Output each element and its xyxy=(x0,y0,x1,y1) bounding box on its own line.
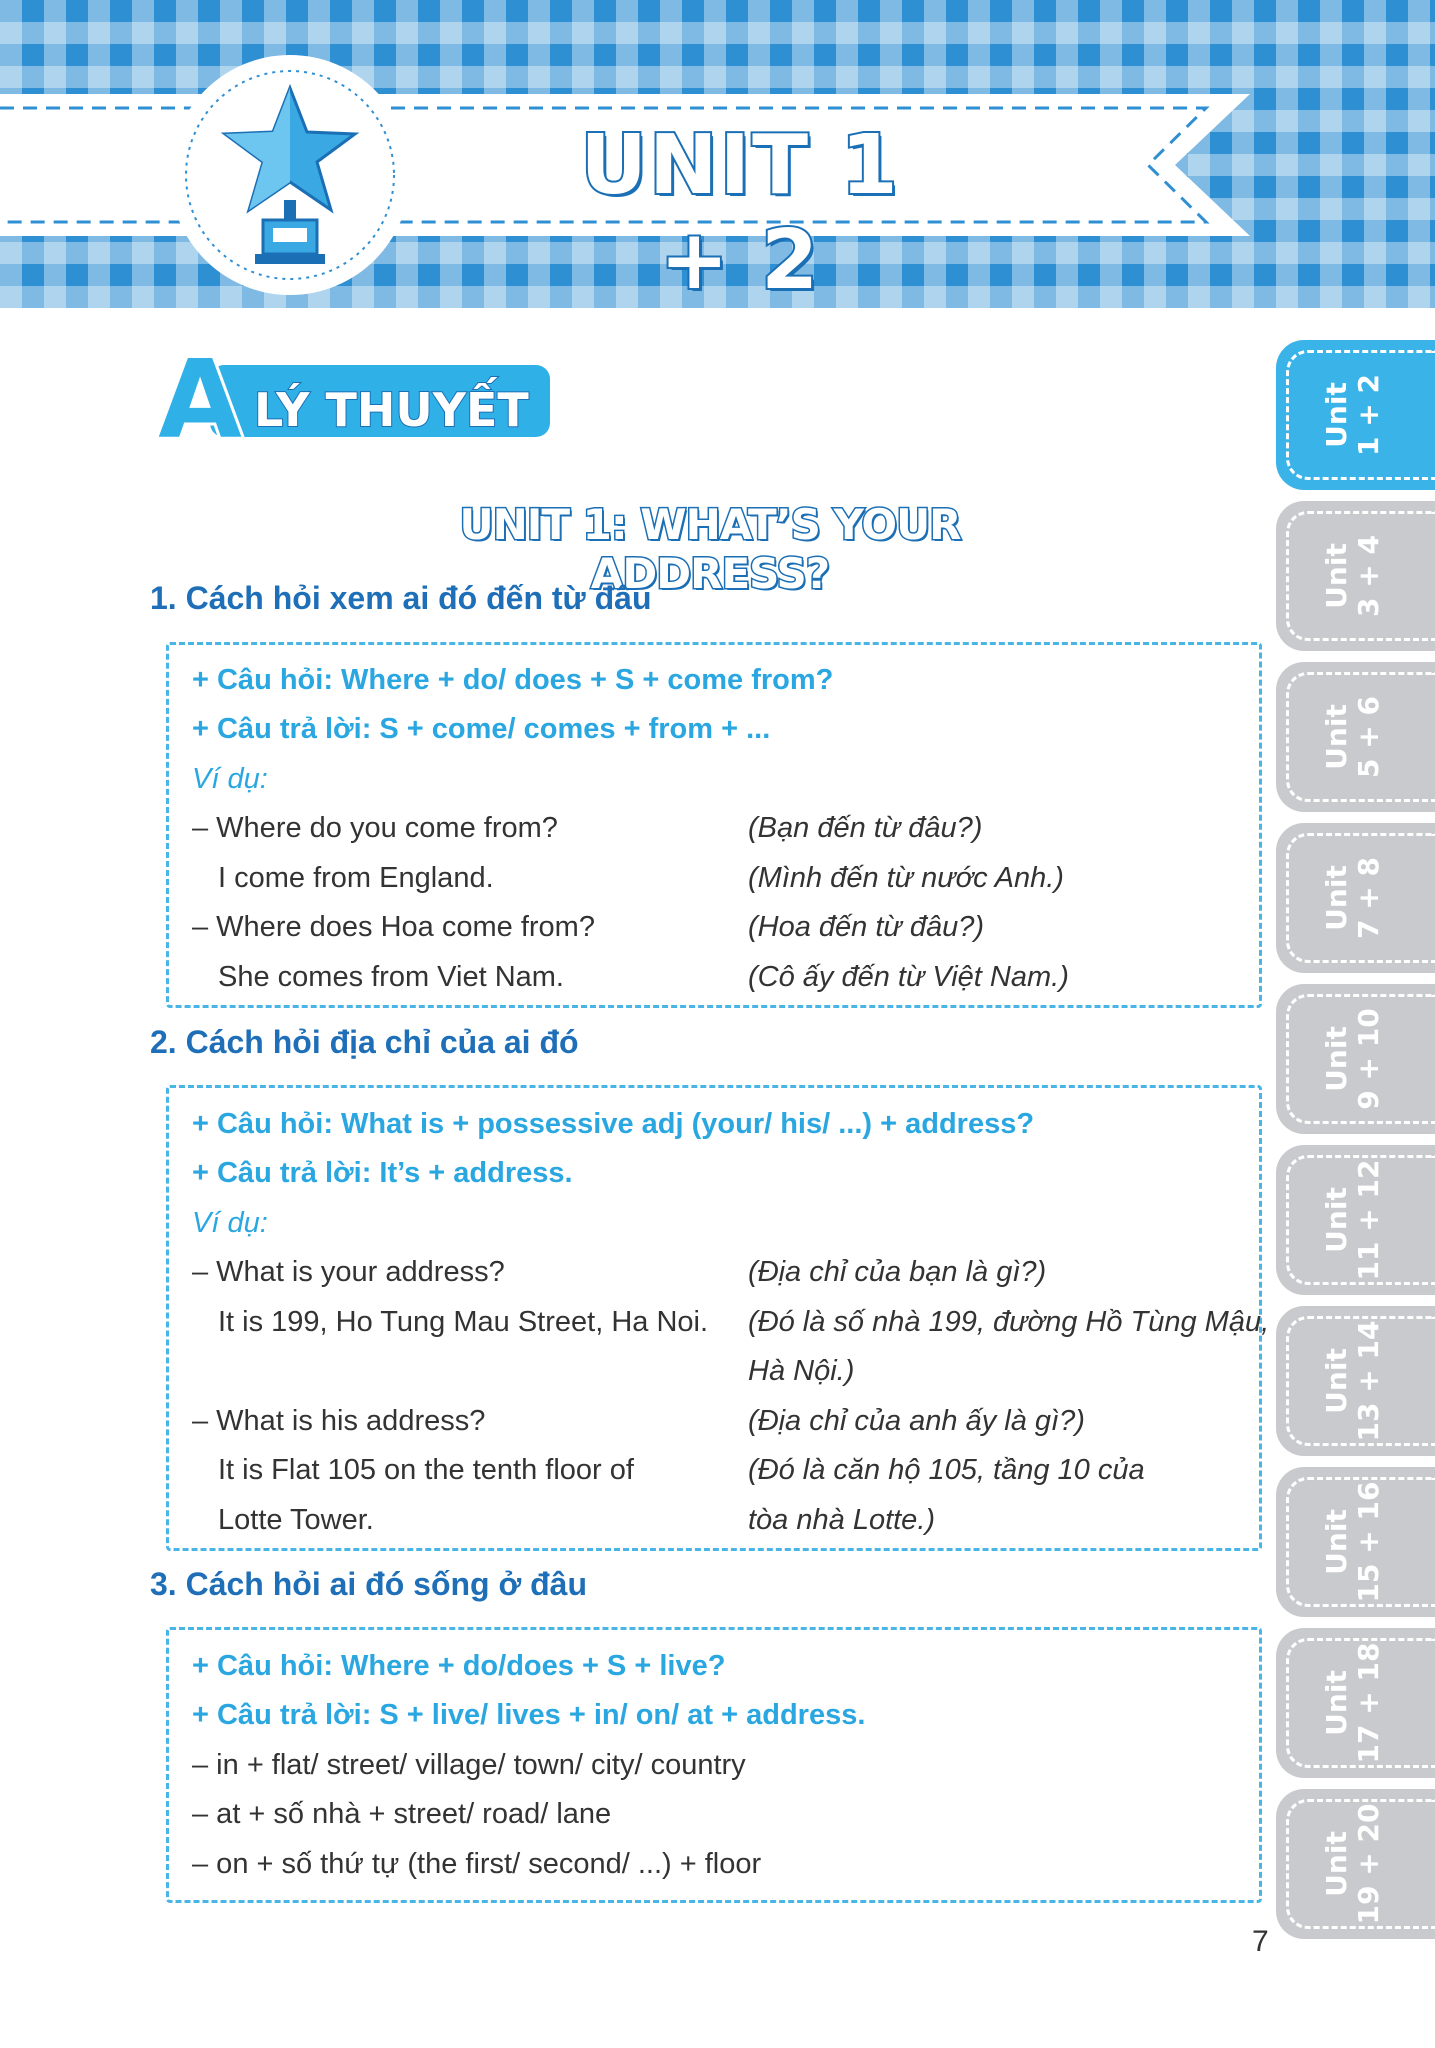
example-en: She comes from Viet Nam. xyxy=(218,961,564,993)
note-line: – in + flat/ street/ village/ town/ city/ country xyxy=(192,1749,746,1781)
example-vi: (Hoa đến từ đâu?) xyxy=(748,911,985,943)
tab-unit-3-4[interactable]: Unit 3 + 4 xyxy=(1276,501,1435,651)
tab-unit-17-18[interactable]: Unit 17 + 18 xyxy=(1276,1628,1435,1778)
tab-unit-19-20[interactable]: Unit 19 + 20 xyxy=(1276,1789,1435,1939)
section-2-question: + Câu hỏi: What is + possessive adj (your/ his/ ...) + address? xyxy=(192,1108,1035,1140)
tab-unit-11-12[interactable]: Unit 11 + 12 xyxy=(1276,1145,1435,1295)
section-a-label: LÝ THUYẾT xyxy=(254,383,529,437)
page-number: 7 xyxy=(1252,1925,1269,1958)
tab-unit-5-6[interactable]: Unit 5 + 6 xyxy=(1276,662,1435,812)
tab-unit-15-16[interactable]: Unit 15 + 16 xyxy=(1276,1467,1435,1617)
section-2-example-label: Ví dụ: xyxy=(192,1207,268,1239)
example-vi: (Địa chỉ của bạn là gì?) xyxy=(748,1256,1047,1288)
example-vi: (Mình đến từ nước Anh.) xyxy=(748,862,1064,894)
section-3-question: + Câu hỏi: Where + do/does + S + live? xyxy=(192,1650,726,1682)
example-en: – Where does Hoa come from? xyxy=(192,911,595,943)
example-vi: Hà Nội.) xyxy=(748,1355,855,1387)
note-line: – on + số thứ tự (the first/ second/ ...) + floor xyxy=(192,1848,762,1880)
section-2-answer: + Câu trả lời: It’s + address. xyxy=(192,1157,573,1189)
example-en: It is 199, Ho Tung Mau Street, Ha Noi. xyxy=(218,1306,709,1338)
tab-unit-9-10[interactable]: Unit 9 + 10 xyxy=(1276,984,1435,1134)
unit1-heading: UNIT 1: WHAT’S YOUR ADDRESS? xyxy=(459,500,961,598)
example-en: I come from England. xyxy=(218,862,494,894)
example-en: – Where do you come from? xyxy=(192,812,558,844)
section-1-answer: + Câu trả lời: S + come/ comes + from + ... xyxy=(192,713,771,745)
example-vi: (Bạn đến từ đâu?) xyxy=(748,812,983,844)
section-1-example-label: Ví dụ: xyxy=(192,763,268,795)
trophy-icon xyxy=(165,50,415,300)
section-a-letter: A xyxy=(158,345,242,455)
tab-unit-7-8[interactable]: Unit 7 + 8 xyxy=(1276,823,1435,973)
example-vi: (Địa chỉ của anh ấy là gì?) xyxy=(748,1405,1085,1437)
example-en: – What is his address? xyxy=(192,1405,486,1437)
example-en: It is Flat 105 on the tenth floor of xyxy=(218,1454,634,1486)
example-vi: (Đó là căn hộ 105, tầng 10 của xyxy=(748,1454,1145,1486)
example-vi: tòa nhà Lotte.) xyxy=(748,1504,936,1536)
section-1-question: + Câu hỏi: Where + do/ does + S + come from? xyxy=(192,664,834,696)
tab-unit-1-2[interactable]: Unit 1 + 2 xyxy=(1276,340,1435,490)
example-en: Lotte Tower. xyxy=(218,1504,374,1536)
example-vi: (Đó là số nhà 199, đường Hồ Tùng Mậu, xyxy=(748,1306,1270,1338)
section-3-answer: + Câu trả lời: S + live/ lives + in/ on/ at + address. xyxy=(192,1699,866,1731)
tab-unit-13-14[interactable]: Unit 13 + 14 xyxy=(1276,1306,1435,1456)
note-line: – at + số nhà + street/ road/ lane xyxy=(192,1798,612,1830)
example-en: – What is your address? xyxy=(192,1256,505,1288)
section-3-title: 3. Cách hỏi ai đó sống ở đâu xyxy=(150,1566,588,1602)
section-1-title: 1. Cách hỏi xem ai đó đến từ đâu xyxy=(150,580,652,616)
section-2-title: 2. Cách hỏi địa chỉ của ai đó xyxy=(150,1024,579,1060)
example-vi: (Cô ấy đến từ Việt Nam.) xyxy=(748,961,1069,993)
unit-title: UNIT 1 + 2 xyxy=(580,118,900,308)
